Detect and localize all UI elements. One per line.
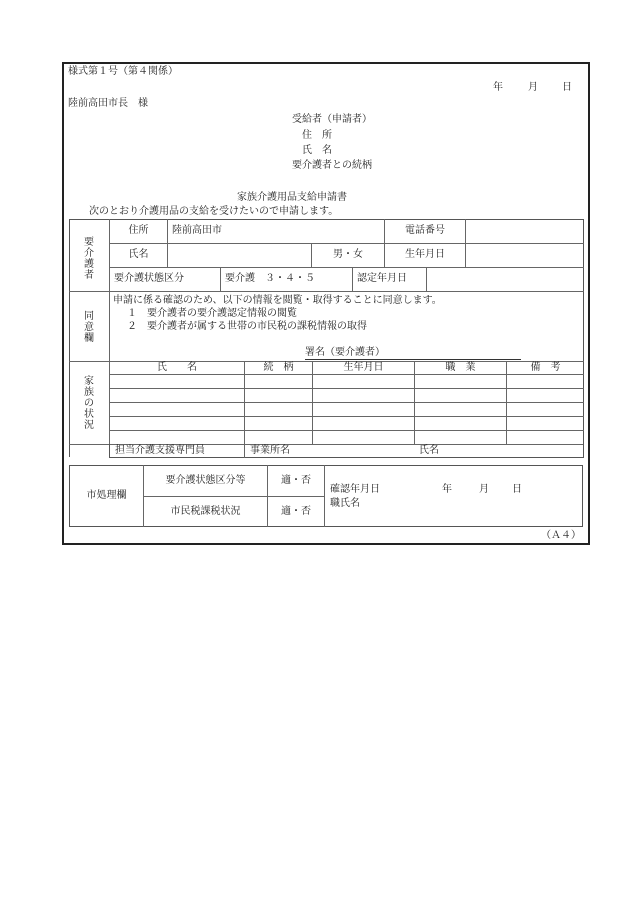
- name-label: 氏名: [128, 249, 149, 260]
- family-row-2[interactable]: [110, 389, 584, 402]
- family-section-label: 家族の状況: [84, 376, 94, 431]
- office-name-label[interactable]: 事業所名: [250, 445, 290, 456]
- phone-label: 電話番号: [405, 225, 445, 236]
- family-row-5[interactable]: [110, 431, 584, 444]
- staff-name-label: 職氏名: [330, 498, 360, 509]
- care-manager-label: 担当介護支援専門員: [115, 445, 205, 456]
- gender-selector[interactable]: 男・女: [333, 249, 363, 260]
- care-recipient-section-label: 要介護者: [84, 237, 94, 281]
- address-field[interactable]: 陸前高田市: [172, 225, 222, 236]
- phone-field[interactable]: [470, 225, 580, 237]
- family-col-relation: 続 柄: [263, 362, 294, 373]
- applicant-name-label: 氏 名: [302, 145, 332, 156]
- date-day-label: 日: [562, 82, 572, 93]
- family-col-name: 氏 名: [157, 362, 197, 373]
- consent-item-2: ２ 要介護者が属する世帯の市民税の課税情報の取得: [127, 321, 367, 332]
- family-row-4[interactable]: [110, 417, 584, 430]
- confirm-year-label: 年: [442, 484, 452, 495]
- address-label: 住所: [128, 225, 149, 236]
- signature-label: 署名（要介護者）: [305, 347, 385, 358]
- form-number: 様式第１号（第４関係）: [68, 66, 178, 77]
- document-title: 家族介護用品支給申請書: [237, 192, 347, 203]
- check-tax-status-label: 市民税課税状況: [170, 506, 241, 517]
- check-care-level-judgement[interactable]: 適・否: [281, 475, 311, 486]
- family-row-3[interactable]: [110, 403, 584, 416]
- care-manager-name-label[interactable]: 氏名: [419, 445, 439, 456]
- paper-size-note: （Ａ４）: [541, 530, 581, 541]
- applicant-relation-label: 要介護者との続柄: [292, 160, 372, 171]
- consent-statement: 申請に係る確認のため、以下の情報を閲覧・取得することに同意します。: [113, 295, 442, 306]
- addressee: 陸前高田市長 様: [68, 98, 148, 109]
- check-care-level-label: 要介護状態区分等: [165, 475, 246, 486]
- confirm-day-label: 日: [512, 484, 522, 495]
- city-processing-label: 市処理欄: [86, 490, 127, 501]
- family-row-1[interactable]: [110, 375, 584, 388]
- certified-date-label: 認定年月日: [357, 273, 407, 284]
- care-level-selector[interactable]: 要介護 ３・４・５: [225, 273, 315, 284]
- consent-item-1: １ 要介護者の要介護認定情報の閲覧: [127, 308, 297, 319]
- birthdate-field[interactable]: [470, 249, 580, 261]
- consent-section-label: 同意欄: [84, 311, 94, 344]
- birthdate-label: 生年月日: [405, 249, 445, 260]
- family-col-remarks: 備 考: [530, 362, 561, 373]
- applicant-title: 受給者（申請者）: [292, 114, 372, 125]
- signature-field[interactable]: [305, 347, 521, 360]
- intro-text: 次のとおり介護用品の支給を受けたいので申請します。: [89, 206, 339, 217]
- name-field[interactable]: [172, 249, 307, 261]
- family-col-birthdate: 生年月日: [343, 362, 384, 373]
- family-col-occupation: 職 業: [445, 362, 476, 373]
- confirm-date-label: 確認年月日: [330, 484, 380, 495]
- check-tax-status-judgement[interactable]: 適・否: [281, 506, 311, 517]
- date-month-label: 月: [528, 82, 538, 93]
- applicant-address-label: 住 所: [302, 130, 332, 141]
- care-level-label: 要介護状態区分: [114, 273, 184, 284]
- date-year-label: 年: [493, 82, 503, 93]
- certified-date-field[interactable]: [430, 273, 580, 285]
- confirm-month-label: 月: [479, 484, 489, 495]
